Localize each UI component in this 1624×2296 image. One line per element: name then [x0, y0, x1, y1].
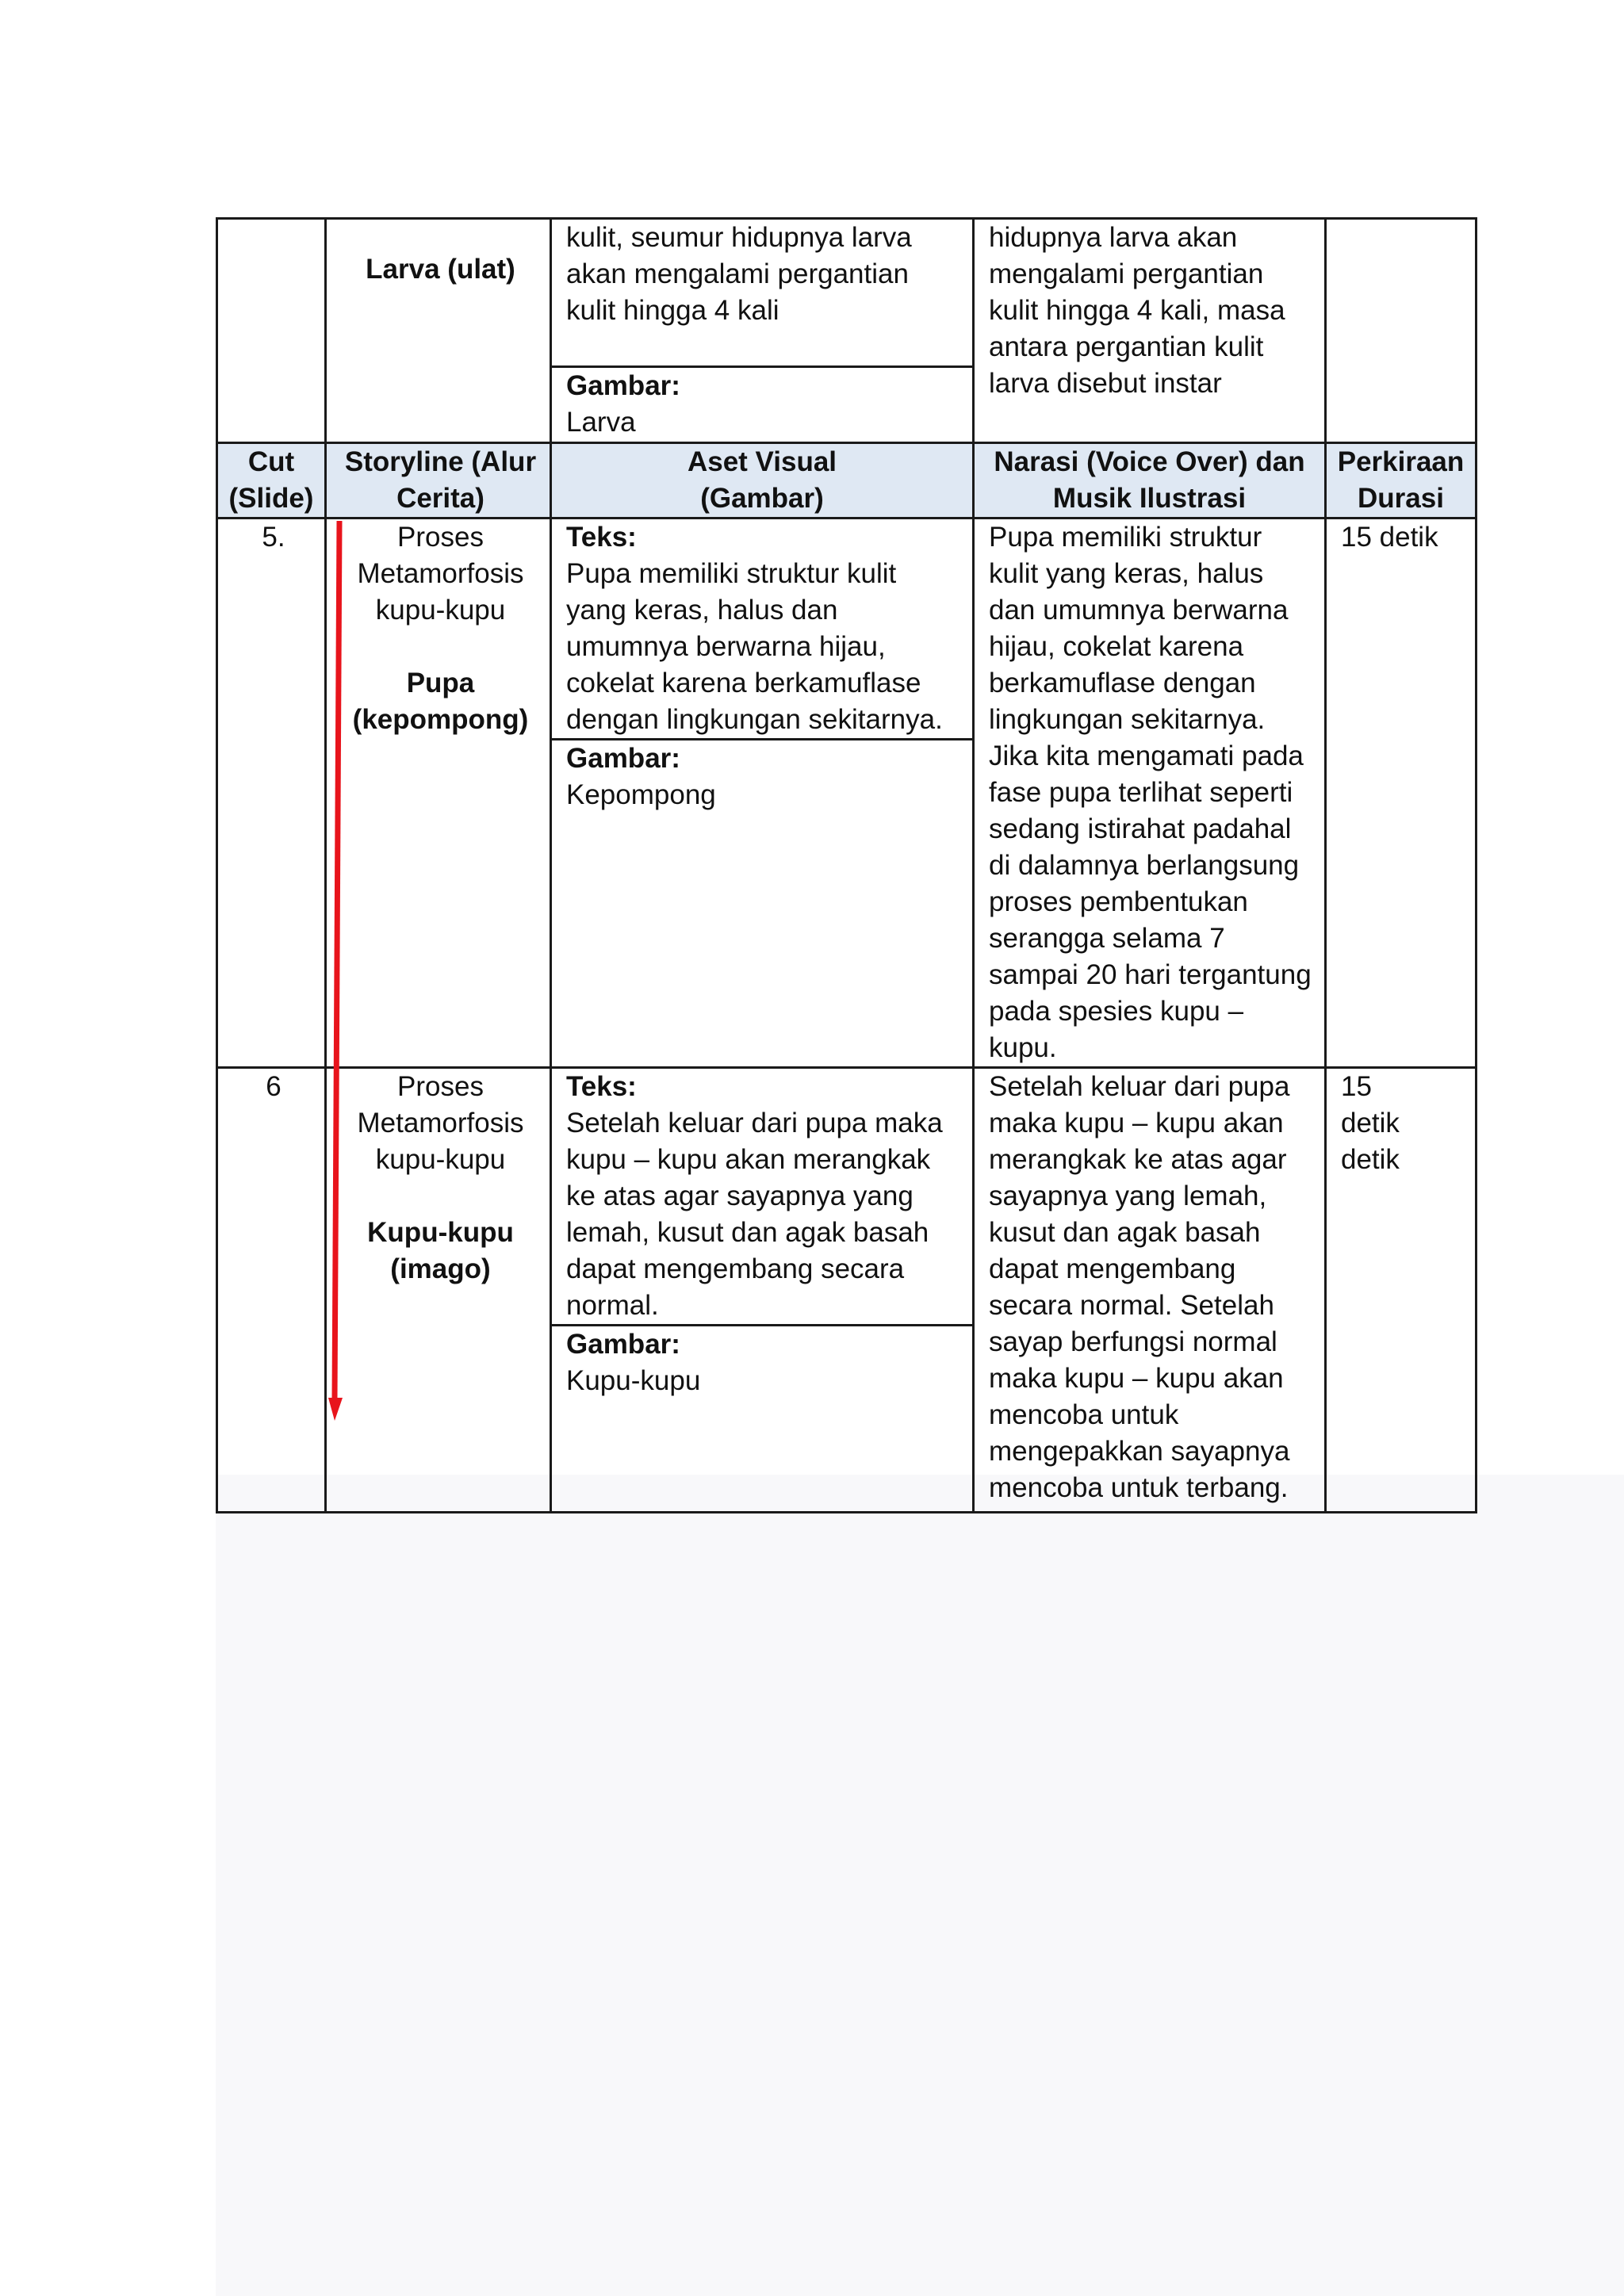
storyline-stage-sub: (imago) — [390, 1253, 491, 1284]
table-row — [217, 1068, 1477, 1513]
header-duration: Perkiraan Durasi — [1326, 443, 1477, 519]
cut-cell: 6 — [217, 1068, 326, 1513]
down-arrow-icon — [328, 521, 344, 1421]
narration-cell: hidupnya larva akan mengalami pergantian kulit hingga 4 kali, masa antara pergantian kulit larva disebut instar — [974, 219, 1326, 443]
storyline-cell: Proses Metamorfosis kupu-kupu Kupu-kupu (imago) — [326, 1068, 551, 1513]
page-background — [216, 1475, 1624, 2296]
text-label: Teks: — [566, 1071, 637, 1102]
header-visual: Aset Visual (Gambar) — [551, 443, 974, 519]
storyline-cell: Proses Metamorfosis kupu-kupu Pupa (kepompong) — [326, 519, 551, 1068]
duration-cell: 15 detik detik — [1326, 1068, 1477, 1513]
storyline-stage: Pupa — [406, 668, 475, 698]
header-cut: Cut (Slide) — [217, 443, 326, 519]
header-storyline: Storyline (Alur Cerita) — [326, 443, 551, 519]
header-row — [217, 443, 1477, 519]
image-label: Gambar: — [566, 370, 680, 401]
image-value: Kepompong — [566, 779, 716, 810]
visual-text: kulit, seumur hidupnya larva akan mengalami pergantian kulit hingga 4 kali — [552, 220, 972, 368]
duration-cell — [1326, 219, 1477, 443]
text-label: Teks: — [566, 522, 637, 553]
storyboard-table — [216, 217, 1477, 1513]
narration-cell: Setelah keluar dari pupa maka kupu – kupu akan merangkak ke atas agar sayapnya yang lemah, kusut dan agak basah dapat mengembang secara normal. Setelah sayap berfungsi normal maka kupu – kupu akan mencoba untuk mengepakkan sayapnya mencoba untuk terbang. — [974, 1068, 1326, 1513]
image-label: Gambar: — [566, 1329, 680, 1360]
visual-cell — [551, 519, 974, 1068]
storyline-stage-sub: (kepompong) — [352, 704, 529, 735]
cut-cell — [217, 219, 326, 443]
visual-cell — [551, 219, 974, 443]
text-value: Setelah keluar dari pupa maka kupu – kupu akan merangkak ke atas agar sayapnya yang lemah, kusut dan agak basah dapat mengembang secara normal. — [566, 1108, 943, 1321]
text-value: Pupa memiliki struktur kulit yang keras, halus dan umumnya berwarna hijau, cokelat karena berkamuflase dengan lingkungan sekitarnya. — [566, 558, 943, 735]
duration-cell: 15 detik — [1326, 519, 1477, 1068]
storyline-cell — [326, 219, 551, 443]
table-row — [217, 519, 1477, 1068]
visual-cell — [551, 1068, 974, 1513]
narration-cell: Pupa memiliki struktur kulit yang keras, halus dan umumnya berwarna hijau, cokelat karena berkamuflase dengan lingkungan sekitarnya. Jika kita mengamati pada fase pupa terlihat seperti sedang istirahat padahal di dalamnya berlangsung proses pembentukan serangga selama 7 sampai 20 hari tergantung pada spesies kupu – kupu. — [974, 519, 1326, 1068]
image-label: Gambar: — [566, 743, 680, 774]
storyline-stage: Kupu-kupu — [367, 1217, 514, 1248]
image-value: Kupu-kupu — [566, 1365, 701, 1396]
image-value: Larva — [566, 407, 636, 438]
header-narration: Narasi (Voice Over) dan Musik Ilustrasi — [974, 443, 1326, 519]
cut-cell: 5. — [217, 519, 326, 1068]
continuation-row — [217, 219, 1477, 443]
storyline-stage: Larva (ulat) — [366, 254, 515, 285]
